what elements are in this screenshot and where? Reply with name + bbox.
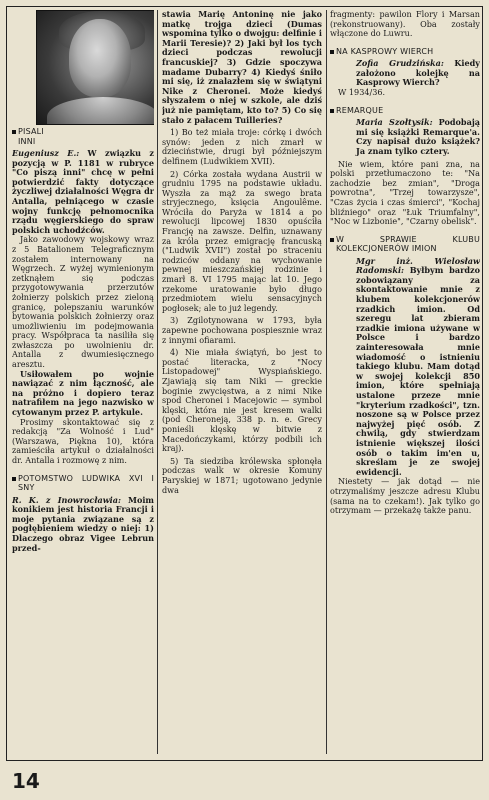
answer-5: 5) Ta siedziba królewska spłonęła podczas walk w okresie Komuny Paryskiej w 1871; ugotowano jedynie dwa [162,455,322,495]
letter-question: Moim konikiem jest historia Francji i moje pytania związane są z pogłębieniem wiedzy o niej: 1) Dlaczego obraz Vigee Lebrun przed- [12,494,154,553]
letter-question: Podobają mi się książki Remarque'a. Czy napisał dużo książek? Ja znam tylko cztery. [356,117,480,156]
section-title: REMARQUE [336,105,384,115]
letter-question: Kiedy założono kolejkę na Kasprowy Wierch? [356,58,480,88]
answer-3: 3) Zgilotynowana w 1793, była zapewne pochowana pospiesznie wraz z innymi ofiarami. [162,315,322,345]
section-header-pisali-inni [12,127,154,146]
letter-body: Byłbym bardzo zobowiązany za skontaktowanie mnie z klubem kolekcjonerów rzadkich imion. Od szeregu lat zbieram rzadkie imiona używane w Polsce i bardzo zainteresowała mnie wiadomość o istnieniu takiego klubu. Mam dotąd w swojej kolekcji 850 imion, które spełniają ustalone przeze mnie "kryterium rzadkości", tzn. noszone są w Polsce przez najwyżej pięć osób. Z chwilą, gdy stwierdzam istnienie większej ilości osób o takim im'en u, skreślam je ze swojej ewidencji. [356,265,480,477]
letter-body: Jako zawodowy wojskowy wraz z 5 Batalionem Telegraficznym zostałem internowany na Węgrzech. Z wyżej wymienionym zetknąłem się podczas przygotowywania przerzutów żołnierzy polskich przez zieloną granicę, polepszaniu warunków bytowania polskich żołnierzy oraz umożliwieniu im podejmowania pracy. Współpraca ta nasiliła się zwłaszcza po uwolnieniu dr. Antalla z dwumiesięcznego aresztu. [12,234,154,370]
section-title-line: INNI [18,136,36,146]
editor-reply: W 1934/36. [338,87,386,98]
column-right [330,10,480,758]
bullet-square-icon [12,477,16,481]
section-title-line: PISALI [18,127,44,136]
editor-reply: Niestety — jak dotąd — nie otrzymaliśmy jeszcze adresu Klubu (sama na to czekam!). Jak tylko go otrzymam — przekażę także panu. [330,476,480,516]
section-header-remarque [330,106,480,116]
section-header-kasprowy [330,47,480,57]
column-left [12,10,154,758]
portrait-photo [36,10,154,125]
bullet-square-icon [330,50,334,54]
editor-reply: Prosimy skontaktować się z redakcją "Za Wolność i Lud" (Warszawa, Piękna 10), która zamieściła artykuł o działalności dr. Antalla i rozmowę z nim. [12,416,154,465]
editor-reply: Nie wiem, które pani zna, na polski przetłumaczono te: "Na zachodzie bez zmian", "Droga powrotna", "Trzej towarzysze", "Czas życia i czas śmierci", "Kochaj bliźniego" oraz "Łuk Triumfalny", "Noc w Lizbonie", "Czarny obelisk". [330,158,480,227]
column-divider [326,10,327,754]
letter-grudzinska [356,59,480,88]
answer-5-continued: fragmenty: pawilon Flory i Marsan (rekonstruowany). Oba zostały włączone do Luwru. [330,10,480,39]
letter-author: Maria Szołtysik: [356,117,433,128]
section-header-potomstwo [12,474,154,493]
letter-author: Mgr inż. Wielosław Radomski: [356,255,480,276]
letter-author: Zofia Grudzińska: [356,58,444,69]
section-header-klub [330,235,480,254]
bullet-square-icon [330,238,334,242]
section-title: POTOMSTWO LUDWIKA XVI I SNY [18,473,154,493]
answer-1: 1) Bo też miała troje: córkę i dwóch synów: jeden z nich zmarł w dzieciństwie, drugi był późniejszym delfinem (Ludwikiem XVII). [162,127,322,166]
bullet-square-icon [330,109,334,113]
page-number: 14 [12,769,40,793]
letter-body-bold: Usiłowałem po wojnie nawiązać z nim łączność, ale na próżno i dopiero teraz natrafiłem na jego nazwisko w cytowanym przez P. artykule. [12,368,154,418]
letter-radomski [356,257,480,478]
letter-szoltysik [356,118,480,156]
letter-eugeniusz [12,149,154,235]
answer-4: 4) Nie miała świątyń, bo jest to postać literacka, z "Nocy Listopadowej" Wyspiańskiego. Zjawiają się tam Niki — greckie boginie zwycięstwa, a z nimi Nike spod Cheronei i Macejowic — symbol klęski, która nie jest kresem walki (pod Cheroneją, 338 p. n. e. Grecy ponieśli klęskę w bitwie z Macedończykami, którzy podbili ich kraj). [162,347,322,454]
letter-question: W związku z pozycją w P. 1181 w rubryce "Co piszą inni" chcę w pełni potwierdzić fakty dotyczące życzliwej działalności Węgra dr Antalla, pełniącego w czasie wojny funkcję pełnomocnika rządu węgierskiego do spraw polskich uchodźców. [12,148,154,235]
letter-rk [12,496,154,554]
letter-question-continued: stawia Marię Antoninę nie jako matkę trojga dzieci (Dumas wspomina tylko o dwojgu: delfinie i Marii Teresie)? 2) Jaki był los tych dzieci podczas rewolucji francuskiej? 3) Gdzie spoczywa madame Dubarry? 4) Kiedyś śniło mi się, iż znalazłem się w świątyni Nike z Cheronei. Może kiedyś słyszałem o niej w szkole, ale dziś już nie pamiętam, kto to? 5) Co się stało z pałacem Tuilleries? [162,10,322,125]
letter-author: R. K. z Inowrocławia: [12,494,121,505]
answer-2: 2) Córka została wydana Austrii w grudniu 1795 na podstawie układu. Wyszła za mąż za swego brata stryjecznego, księcia Angoulême. Wróciła do Paryża w 1814 a po rewolucji lipcowej 1830 opuściła Francję na zawsze. Delfin, uznawany za króla przez emigrację francuską ("Ludwik XVII") został po straceniu rodziców oddany na wychowanie pewnej mieszczańskiej rodzinie i zmarł 8. VI 1795 mając lat 10. Jego rzekome uratowanie było długo przedmiotem wielu sensacyjnych pogłosek; ale to już legendy. [162,168,322,313]
letter-author: Eugeniusz E.: [12,148,80,158]
bullet-square-icon [12,130,16,134]
section-title: W SPRAWIE KLUBU KOLEKCJONERÓW IMION [336,234,480,254]
section-title: NA KASPROWY WIERCH [336,46,434,56]
column-middle [162,10,322,758]
column-divider [157,10,158,754]
